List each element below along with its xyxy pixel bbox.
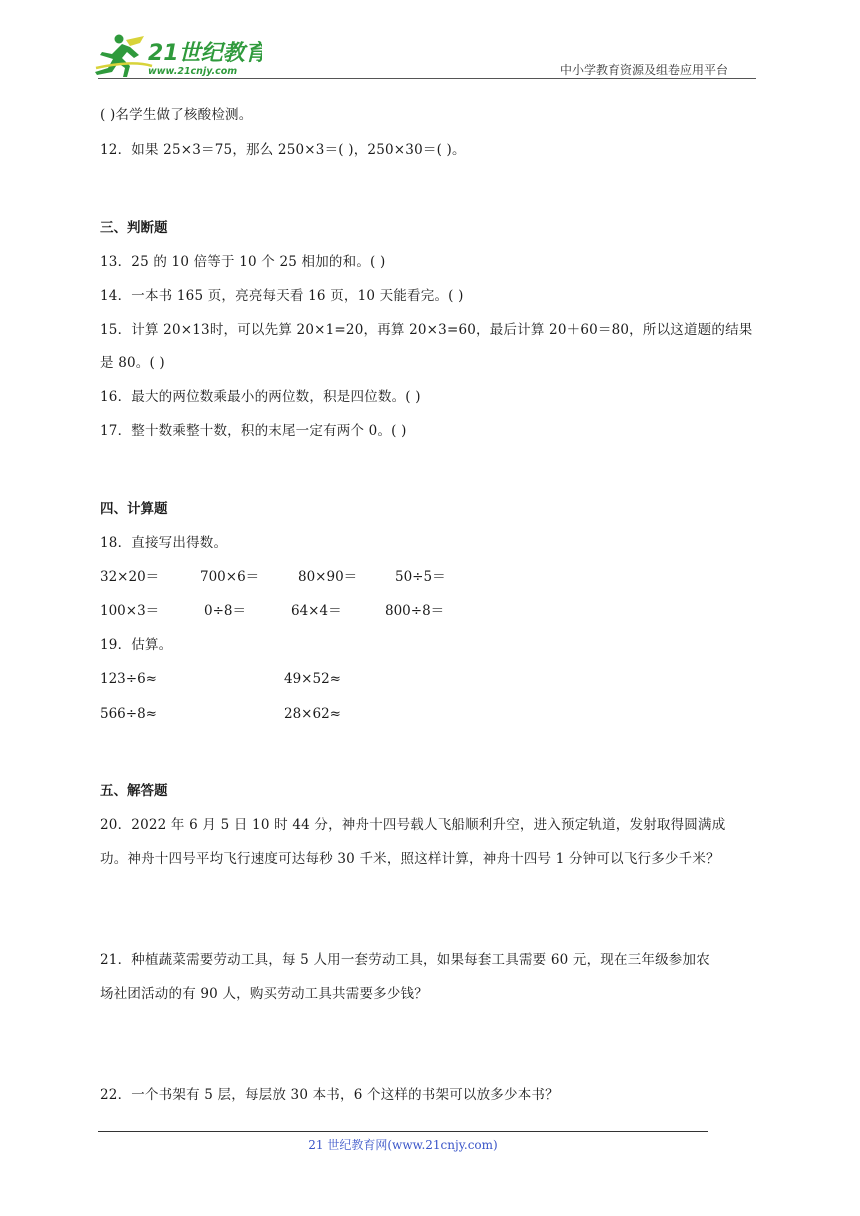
section-word-problems-title: 五、解答题 [100, 783, 168, 799]
runner-logo-icon [92, 30, 262, 78]
estimate-item: 49×52≈ [284, 671, 341, 687]
question-11-tail: ( )名学生做了核酸检测。 [100, 107, 253, 123]
section-calculation-title: 四、计算题 [100, 501, 168, 517]
question-19: 19．估算。 [100, 637, 173, 653]
question-14: 14．一本书 165 页，亮亮每天看 16 页，10 天能看完。( ) [100, 288, 464, 304]
question-17: 17．整十数乘整十数，积的末尾一定有两个 0。( ) [100, 423, 407, 439]
calc-item: 50÷5＝ [395, 569, 446, 585]
footer-divider [98, 1131, 708, 1132]
calc-item: 80×90＝ [298, 569, 358, 585]
estimate-item: 28×62≈ [284, 706, 341, 722]
question-16: 16．最大的两位数乘最小的两位数，积是四位数。( ) [100, 389, 421, 405]
estimate-item: 123÷6≈ [100, 671, 157, 687]
question-21-line2: 场社团活动的有 90 人，购买劳动工具共需要多少钱？ [100, 986, 428, 1002]
question-18: 18．直接写出得数。 [100, 535, 228, 551]
question-21-line1: 21．种植蔬菜需要劳动工具，每 5 人用一套劳动工具，如果每套工具需要 60 元，现在三年级参加农 [100, 952, 710, 968]
footer-link[interactable]: 21 世纪教育网(www.21cnjy.com) [308, 1138, 498, 1152]
question-12: 12．如果 25×3＝75，那么 250×3＝( )，250×30＝( )。 [100, 142, 466, 158]
estimate-item: 566÷8≈ [100, 706, 157, 722]
site-logo [92, 30, 262, 78]
calc-item: 32×20＝ [100, 569, 160, 585]
question-20-line1: 20．2022 年 6 月 5 日 10 时 44 分，神舟十四号载人飞船顺利升空，进入预定轨道，发射取得圆满成 [100, 817, 726, 833]
calc-item: 800÷8＝ [385, 603, 445, 619]
logo-text: 21世纪教育 [148, 41, 262, 66]
calc-item: 100×3＝ [100, 603, 160, 619]
calc-item: 64×4＝ [291, 603, 342, 619]
header-tagline: 中小学教育资源及组卷应用平台 [560, 63, 729, 77]
question-15-line1: 15．计算 20×13时，可以先算 20×1=20，再算 20×3=60，最后计算 20＋60＝80，所以这道题的结果 [100, 322, 753, 338]
logo-url: www.21cnjy.com [148, 66, 238, 77]
calc-item: 700×6＝ [200, 569, 260, 585]
section-judgement-title: 三、判断题 [100, 220, 168, 236]
header-divider [98, 78, 756, 79]
question-15-line2: 是 80。( ) [100, 355, 165, 371]
question-22: 22．一个书架有 5 层，每层放 30 本书，6 个这样的书架可以放多少本书？ [100, 1087, 559, 1103]
question-20-line2: 功。神舟十四号平均飞行速度可达每秒 30 千米，照这样计算，神舟十四号 1 分钟可以飞行多少千米？ [100, 851, 720, 867]
question-13: 13．25 的 10 倍等于 10 个 25 相加的和。( ) [100, 254, 386, 270]
calc-item: 0÷8＝ [204, 603, 246, 619]
